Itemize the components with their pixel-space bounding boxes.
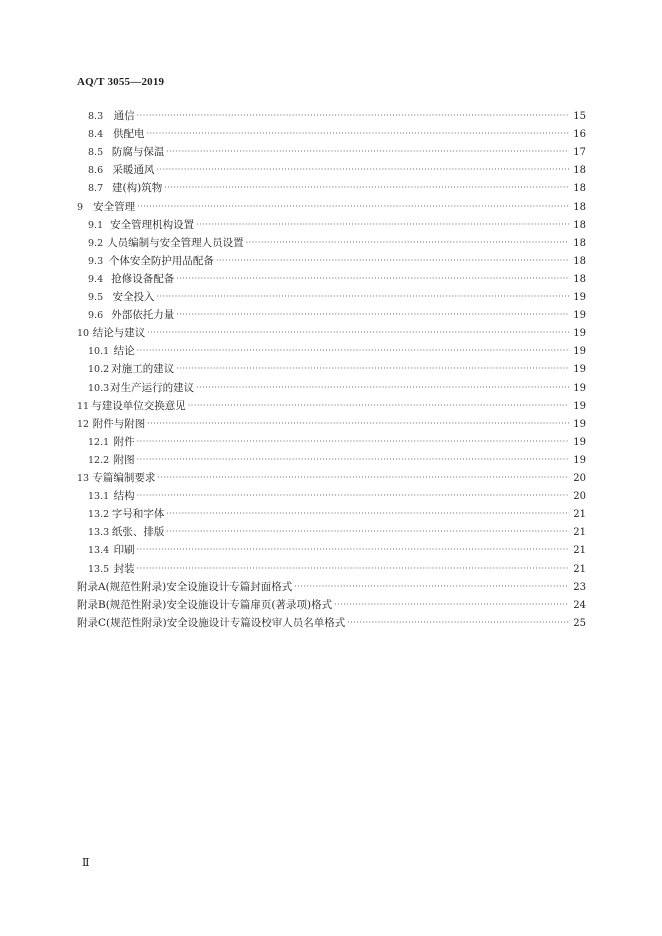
toc-entry[interactable]	[88, 380, 586, 396]
toc-entry-page: 18	[573, 183, 586, 195]
toc-dot-leader	[294, 579, 569, 595]
toc-entry-title: 个体安全防护用品配备	[108, 254, 214, 267]
toc-entry-page: 19	[573, 310, 586, 322]
toc-entry-title: 人员编制与安全管理人员设置	[107, 236, 244, 249]
toc-entry-number: 12	[77, 418, 90, 430]
toc-entry-number: 8.3	[88, 111, 104, 122]
toc-entry-title: 建(构)筑物	[112, 182, 163, 195]
toc-entry-number: 8.4	[88, 129, 104, 141]
toc-dot-leader	[216, 253, 569, 269]
toc-entry-title: 防腐与保温	[111, 146, 165, 159]
toc-entry[interactable]	[88, 361, 586, 377]
toc-entry-number: 10.3	[88, 382, 110, 394]
toc-entry-page: 16	[573, 129, 586, 141]
toc-entry-page: 21	[573, 545, 586, 557]
toc-entry[interactable]	[88, 162, 586, 178]
toc-entry-number: 12.1	[88, 436, 110, 448]
toc-entry-page: 24	[573, 599, 586, 611]
toc-entry-page: 21	[573, 563, 586, 575]
toc-entry[interactable]	[77, 416, 586, 432]
toc-dot-leader	[157, 470, 569, 486]
toc-entry-page: 19	[573, 436, 586, 448]
toc-entry-page: 18	[573, 201, 586, 213]
toc-entry[interactable]	[88, 506, 586, 522]
toc-dot-leader	[156, 162, 569, 178]
toc-entry[interactable]	[88, 217, 586, 233]
toc-entry-page: 19	[573, 418, 586, 430]
toc-entry-number: 13.3	[88, 527, 110, 539]
toc-entry-title: 安全设施设计专篇设校审人员名单格式	[166, 616, 346, 629]
toc-entry-number: 13.2	[88, 509, 110, 521]
toc-entry[interactable]	[88, 343, 586, 359]
toc-entry-page: 21	[573, 509, 586, 521]
toc-entry-title: 抢修设备配备	[111, 272, 175, 285]
toc-entry-title: 安全管理	[93, 200, 136, 213]
toc-entry-page: 21	[573, 527, 586, 539]
toc-entry-number: 10	[77, 328, 90, 340]
toc-entry-number: 9	[77, 201, 84, 213]
toc-entry-page: 19	[573, 400, 586, 412]
toc-entry-number: 11	[77, 400, 90, 412]
toc-entry[interactable]	[77, 597, 586, 613]
toc-dot-leader	[166, 524, 569, 540]
toc-entry-page: 23	[573, 581, 586, 593]
toc-entry[interactable]	[88, 126, 586, 142]
toc-entry-number: 9.5	[88, 292, 104, 303]
toc-entry-page: 17	[573, 147, 586, 159]
toc-entry-number: 9.4	[88, 273, 104, 285]
toc-entry-title: 附件	[113, 435, 135, 448]
toc-dot-leader	[166, 506, 569, 522]
toc-entry-page: 25	[573, 617, 586, 629]
toc-entry-number: 12.2	[88, 454, 110, 466]
toc-entry-number: 13	[77, 473, 90, 484]
toc-dot-leader	[137, 452, 569, 468]
toc-dot-leader	[137, 434, 569, 450]
toc-dot-leader	[147, 416, 569, 432]
toc-entry[interactable]	[88, 452, 586, 468]
toc-entry[interactable]	[77, 325, 586, 341]
toc-entry-title: 结论与建议	[92, 327, 146, 340]
toc-entry-page: 18	[573, 237, 586, 249]
toc-entry-title: 结构	[113, 490, 135, 503]
toc-entry-number: 9.1	[88, 219, 104, 231]
toc-entry-title: 安全设施设计专篇扉页(著录项)格式	[166, 598, 333, 611]
toc-entry[interactable]	[88, 434, 586, 450]
toc-dot-leader	[137, 542, 569, 558]
toc-entry-page: 19	[573, 454, 586, 466]
toc-entry-page: 19	[573, 292, 586, 303]
toc-entry-title: 采暖通风	[112, 164, 155, 177]
toc-entry-title: 结论	[113, 345, 135, 358]
toc-entry-title: 与建设单位交换意见	[91, 399, 186, 412]
toc-entry-number: 附录B(规范性附录)	[77, 598, 167, 611]
toc-dot-leader	[164, 180, 569, 196]
toc-entry[interactable]	[88, 271, 586, 287]
toc-entry-page: 19	[573, 346, 586, 358]
toc-entry-page: 19	[573, 382, 586, 394]
toc-entry-title: 外部依托力量	[111, 309, 175, 322]
toc-dot-leader	[246, 235, 569, 251]
toc-dot-leader	[188, 398, 569, 414]
toc-dot-leader	[196, 217, 569, 233]
toc-entry-number: 8.5	[88, 147, 104, 159]
toc-entry[interactable]	[77, 470, 586, 486]
toc-dot-leader	[347, 615, 569, 631]
toc-dot-leader	[156, 289, 569, 305]
toc-entry-title: 专篇编制要求	[92, 472, 156, 484]
toc-entry-number: 13.5	[88, 563, 110, 575]
toc-entry[interactable]	[88, 307, 586, 323]
toc-entry-title: 安全投入	[112, 291, 155, 303]
toc-entry[interactable]	[88, 108, 586, 124]
toc-dot-leader	[137, 199, 569, 215]
toc-dot-leader	[137, 561, 569, 577]
toc-entry-number: 10.1	[88, 346, 110, 358]
toc-entry-title: 供配电	[113, 128, 145, 141]
toc-entry-number: 13.1	[88, 491, 110, 503]
toc-dot-leader	[166, 144, 569, 160]
toc-entry-number: 9.2	[88, 237, 104, 249]
toc-entry-title: 对施工的建议	[111, 363, 175, 376]
toc-entry[interactable]	[88, 561, 586, 577]
toc-entry[interactable]	[88, 180, 586, 196]
toc-dot-leader	[196, 380, 569, 396]
toc-dot-leader	[176, 307, 569, 323]
toc-dot-leader	[176, 271, 569, 287]
toc-entry-title: 附件与附图	[92, 417, 146, 430]
toc-dot-leader	[137, 488, 569, 504]
toc-entry-page: 18	[573, 219, 586, 231]
toc-entry[interactable]	[88, 253, 586, 269]
toc-entry-number: 附录C(规范性附录)	[77, 616, 167, 629]
document-code-header: AQ/T 3055—2019	[77, 76, 165, 88]
toc-entry-page: 20	[573, 491, 586, 503]
toc-entry-title: 印刷	[113, 544, 135, 557]
toc-entry[interactable]	[88, 542, 586, 558]
toc-entry[interactable]	[88, 488, 586, 504]
toc-entry[interactable]	[77, 199, 586, 215]
toc-entry-number: 8.6	[88, 165, 104, 177]
toc-entry[interactable]	[77, 398, 586, 414]
toc-dot-leader	[334, 597, 569, 613]
toc-entry-title: 对生产运行的建议	[110, 381, 195, 394]
toc-entry-page: 15	[573, 111, 586, 122]
toc-entry[interactable]	[77, 615, 586, 631]
toc-entry-title: 附图	[113, 453, 135, 466]
toc-entry-title: 封装	[113, 562, 135, 575]
toc-entry[interactable]	[88, 289, 586, 305]
toc-dot-leader	[137, 108, 569, 124]
toc-entry-number: 8.7	[88, 183, 104, 195]
toc-entry[interactable]	[88, 144, 586, 160]
toc-entry-title: 纸张、排版	[111, 526, 165, 539]
toc-entry-number: 9.3	[88, 255, 104, 267]
toc-entry[interactable]	[88, 235, 586, 251]
toc-entry-page: 20	[573, 473, 586, 484]
toc-entry-title: 安全设施设计专篇封面格式	[166, 580, 293, 593]
toc-dot-leader	[147, 126, 569, 142]
toc-entry-page: 18	[573, 255, 586, 267]
toc-dot-leader	[137, 343, 569, 359]
toc-entry[interactable]	[88, 524, 586, 540]
toc-entry-page: 19	[573, 364, 586, 376]
page-number-footer: Ⅱ	[82, 856, 90, 869]
toc-entry-page: 18	[573, 165, 586, 177]
toc-entry-page: 19	[573, 328, 586, 340]
toc-dot-leader	[176, 361, 569, 377]
toc-entry-number: 10.2	[88, 364, 110, 376]
toc-entry-title: 通信	[113, 110, 135, 122]
toc-entry-number: 9.6	[88, 310, 104, 322]
toc-entry-number: 附录A(规范性附录)	[77, 580, 167, 593]
toc-entry[interactable]	[77, 579, 586, 595]
toc-entry-page: 18	[573, 273, 586, 285]
toc-entry-title: 安全管理机构设置	[110, 218, 195, 231]
toc-entry-title: 字号和字体	[111, 508, 165, 521]
toc-dot-leader	[147, 325, 569, 341]
toc-entry-number: 13.4	[88, 545, 110, 557]
